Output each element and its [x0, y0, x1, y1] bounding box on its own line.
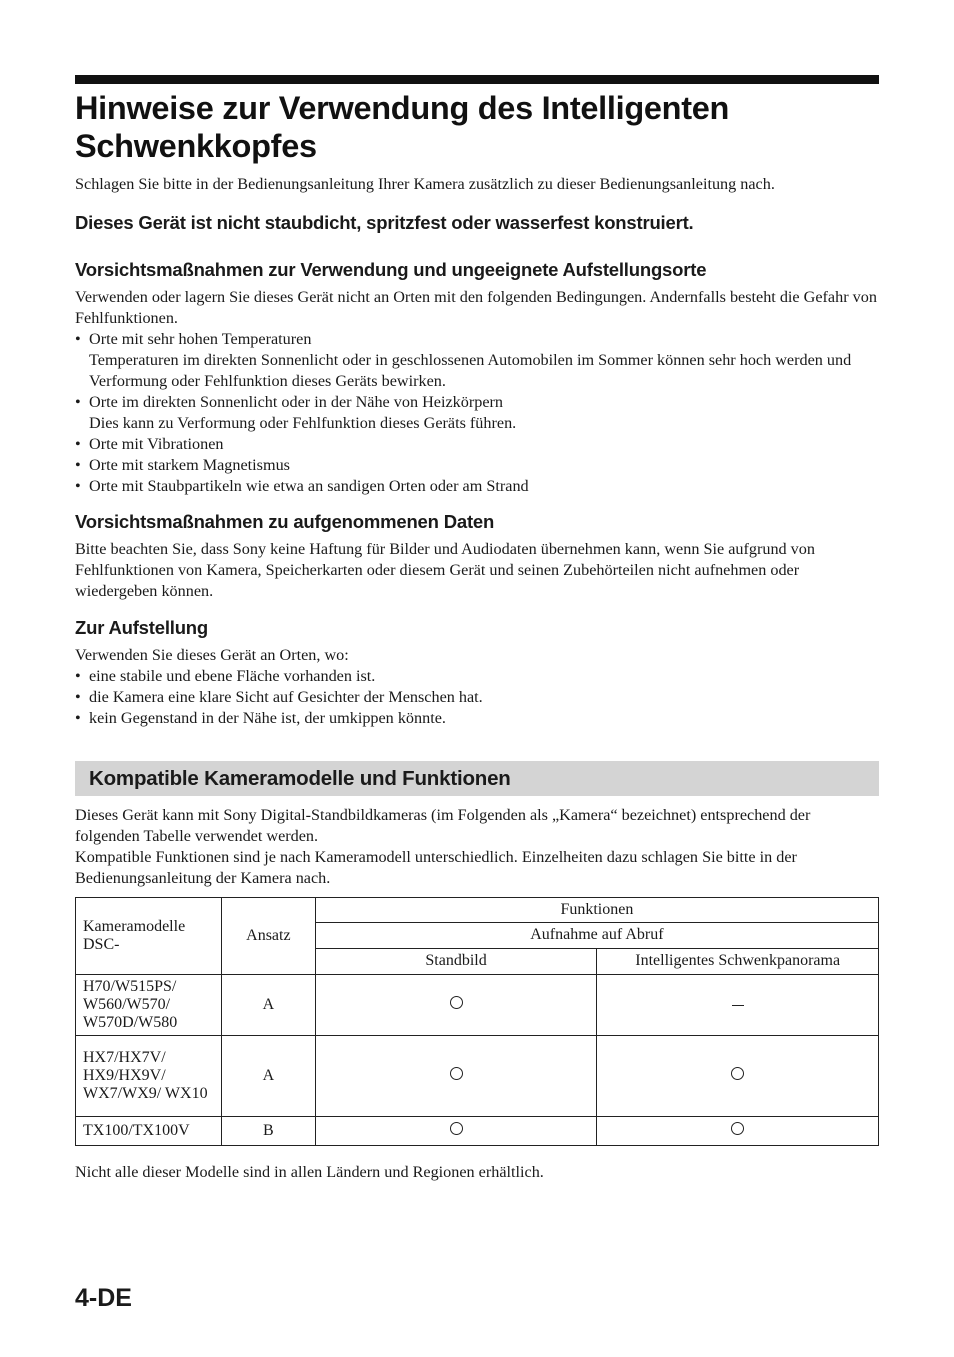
cell-models: H70/W515PS/ W560/W570/ W570D/W580 [76, 975, 222, 1036]
compat-section-header [75, 761, 879, 796]
precautions-list [75, 329, 879, 497]
table-row [76, 1036, 879, 1117]
setup-list [75, 666, 879, 729]
warning-text: Dieses Gerät ist nicht staubdicht, spritzfest oder wasserfest konstruiert. [75, 212, 694, 233]
cell-panorama [597, 1036, 879, 1117]
bullet-icon: • [75, 477, 81, 495]
data-text: Bitte beachten Sie, dass Sony keine Haftung für Bilder und Audiodaten übernehmen kann, wenn Sie aufgrund von Fehlfunktionen von Kamera, Speicherkarten oder diesem Gerät und seinen Zubehörteilen nicht aufnehmen oder wiedergeben können. [75, 540, 815, 600]
bullet-icon: • [75, 456, 81, 474]
list-item [75, 476, 879, 497]
dash-icon [732, 1005, 744, 1007]
list-item [75, 666, 879, 687]
compat-text-1: Dieses Gerät kann mit Sony Digital-Standbildkameras (im Folgenden als „Kamera“ bezeichnet) entsprechend der folgenden Tabelle verwendet werden. [75, 806, 811, 845]
list-item [75, 708, 879, 729]
setup-heading: Zur Aufstellung [75, 617, 208, 638]
setup-section [75, 616, 879, 729]
table-header-row [76, 898, 879, 923]
list-item-title: Orte mit Staubpartikeln wie etwa an sandigen Orten oder am Strand [89, 477, 529, 495]
cell-still [315, 1117, 597, 1146]
bullet-icon: • [75, 393, 81, 411]
header-models: Kameramodelle DSC- [76, 898, 222, 975]
bullet-icon: • [75, 330, 81, 348]
bullet-icon: • [75, 688, 81, 706]
cell-attachment: B [221, 1117, 315, 1146]
cell-panorama [597, 975, 879, 1036]
circle-icon [450, 996, 463, 1009]
list-item [75, 687, 879, 708]
circle-icon [450, 1122, 463, 1135]
cell-still [315, 1036, 597, 1117]
cell-attachment: A [221, 975, 315, 1036]
header-panorama: Intelligentes Schwenkpanorama [597, 948, 879, 974]
cell-attachment: A [221, 1036, 315, 1117]
circle-icon [450, 1067, 463, 1080]
header-attachment: Ansatz [221, 898, 315, 975]
cell-panorama [597, 1117, 879, 1146]
list-item-detail: Temperaturen im direkten Sonnenlicht oder in geschlossenen Automobilen im Sommer können sehr hoch werden und Verformung oder Fehlfunktion dieses Geräts bewirken. [89, 351, 852, 390]
circle-icon [731, 1122, 744, 1135]
table-row [76, 975, 879, 1036]
list-item [75, 392, 879, 434]
header-on-demand: Aufnahme auf Abruf [315, 923, 878, 948]
circle-icon [731, 1067, 744, 1080]
table-row [76, 1117, 879, 1146]
list-item [75, 434, 879, 455]
data-section [75, 510, 879, 602]
compat-heading: Kompatible Kameramodelle und Funktionen [89, 766, 511, 790]
availability-note: Nicht alle dieser Modelle sind in allen Ländern und Regionen erhältlich. [75, 1163, 544, 1181]
list-item-title: die Kamera eine klare Sicht auf Gesichter der Menschen hat. [89, 688, 483, 706]
compatibility-table [75, 897, 879, 1146]
list-item [75, 329, 879, 392]
list-item-title: Orte im direkten Sonnenlicht oder in der Nähe von Heizkörpern [89, 393, 503, 411]
cell-models: HX7/HX7V/ HX9/HX9V/ WX7/WX9/ WX10 [76, 1036, 222, 1117]
compat-text-2: Kompatible Funktionen sind je nach Kameramodell unterschiedlich. Einzelheiten dazu schlagen Sie bitte in der Bedienungsanleitung der Kamera nach. [75, 848, 797, 887]
header-still: Standbild [315, 948, 597, 974]
precautions-section [75, 258, 879, 497]
bullet-icon: • [75, 709, 81, 727]
cell-models: TX100/TX100V [76, 1117, 222, 1146]
title-rule [75, 75, 879, 84]
bullet-icon: • [75, 667, 81, 685]
cell-still [315, 975, 597, 1036]
header-functions: Funktionen [315, 898, 878, 923]
list-item-title: Orte mit sehr hohen Temperaturen [89, 330, 312, 348]
list-item-title: kein Gegenstand in der Nähe ist, der umkippen könnte. [89, 709, 446, 727]
page-title: Hinweise zur Verwendung des Intelligenten Schwenkkopfes [75, 90, 730, 164]
list-item-title: Orte mit starkem Magnetismus [89, 456, 290, 474]
precautions-text: Verwenden oder lagern Sie dieses Gerät nicht an Orten mit den folgenden Bedingungen. Andernfalls besteht die Gefahr von Fehlfunktionen. [75, 288, 877, 327]
setup-text: Verwenden Sie dieses Gerät an Orten, wo: [75, 646, 349, 664]
list-item [75, 455, 879, 476]
precautions-heading: Vorsichtsmaßnahmen zur Verwendung und ungeeignete Aufstellungsorte [75, 259, 707, 280]
page-number: 4-DE [75, 1284, 132, 1312]
list-item-title: Orte mit Vibrationen [89, 435, 224, 453]
data-heading: Vorsichtsmaßnahmen zu aufgenommenen Daten [75, 511, 495, 532]
list-item-detail: Dies kann zu Verformung oder Fehlfunktion dieses Geräts führen. [89, 414, 517, 432]
manual-page [75, 75, 879, 1183]
list-item-title: eine stabile und ebene Fläche vorhanden ist. [89, 667, 376, 685]
intro-text: Schlagen Sie bitte in der Bedienungsanleitung Ihrer Kamera zusätzlich zu dieser Bedienungsanleitung nach. [75, 175, 775, 193]
bullet-icon: • [75, 435, 81, 453]
